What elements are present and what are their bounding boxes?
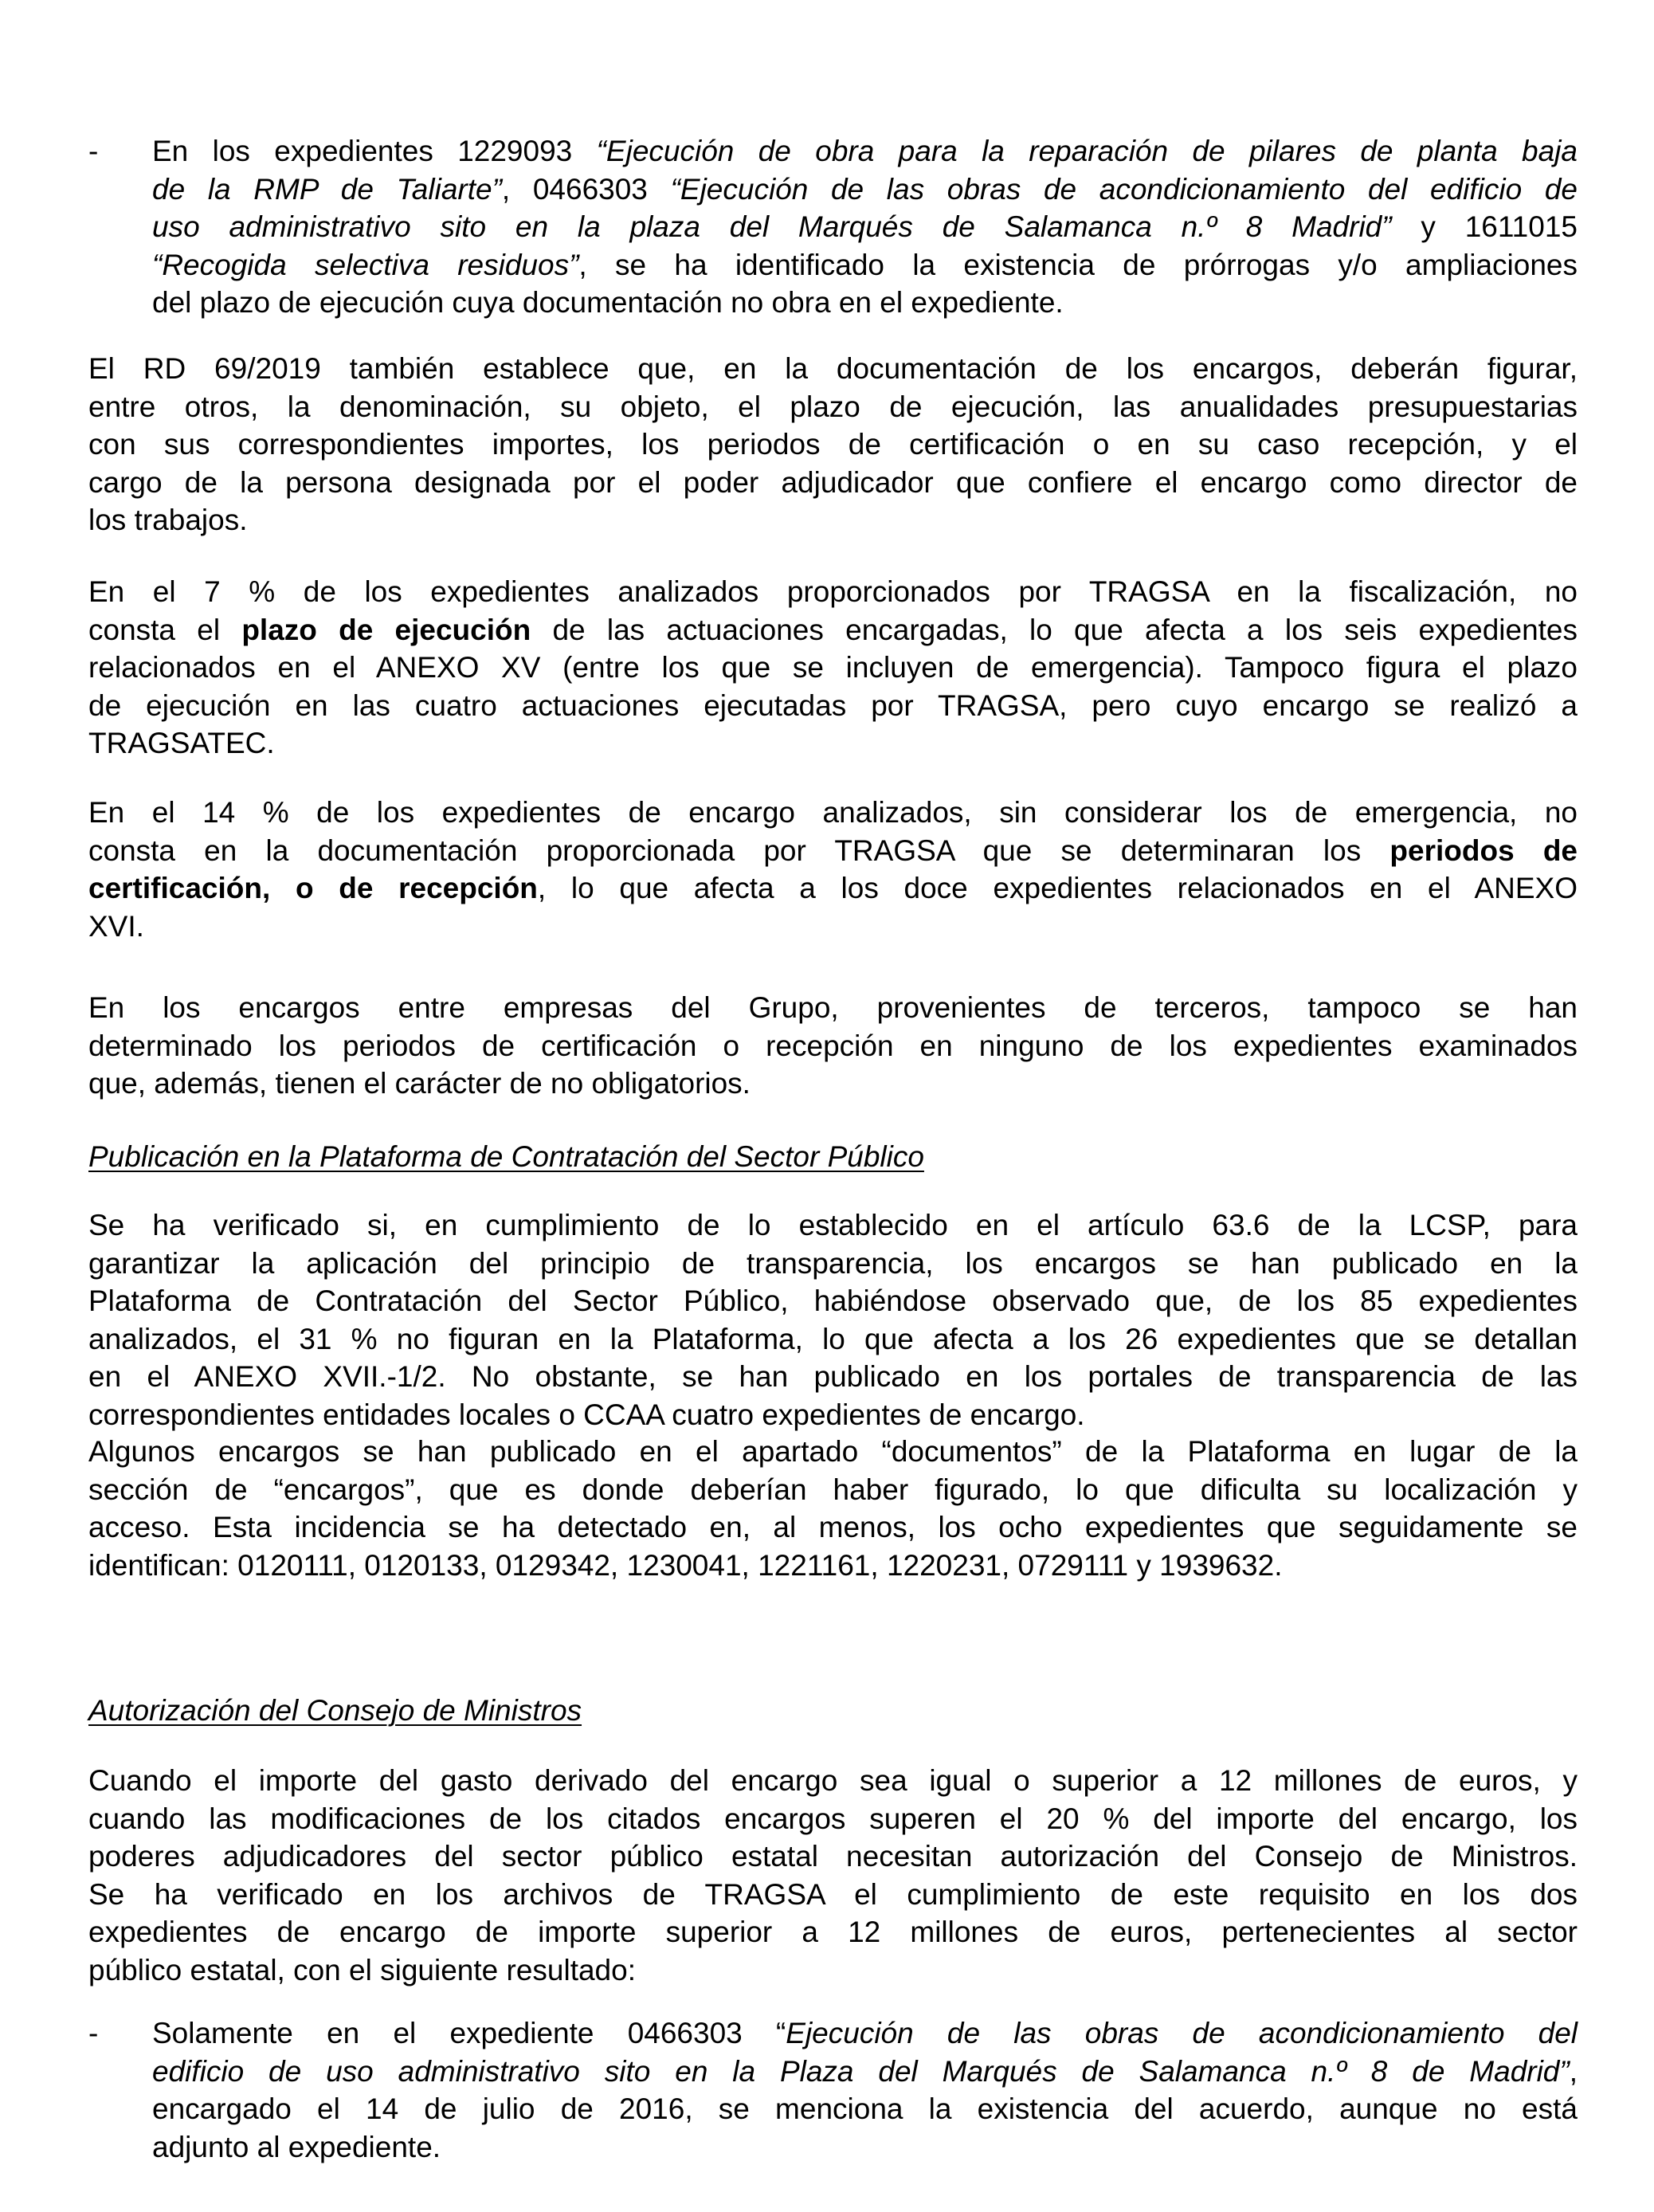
text-line [152,284,1578,322]
text: y 1611015 [1391,210,1578,243]
text: , se ha identificado la existencia de prórrogas y/o ampliaciones [578,248,1578,281]
paragraph [88,573,1578,763]
bold-text: plazo de ejecución [241,613,531,646]
text-line [88,501,1578,539]
text: cuando las modificaciones de los citados encargos superen el 20 % del importe del encargo, los [88,1802,1578,1835]
text-line [88,1396,1578,1434]
text-line [88,649,1578,687]
paragraph [88,1206,1578,1433]
text-line [152,132,1578,171]
text: de las actuaciones encargadas, lo que afecta a los seis expedientes [531,613,1578,646]
text: adjunto al expediente. [152,2130,441,2163]
text-line [88,350,1578,388]
text: Se ha verificado en los archivos de TRAGSA el cumplimiento de este requisito en los dos [88,1877,1578,1911]
text: Algunos encargos se han publicado en el apartado “documentos” de la Plataforma en lugar de la [88,1435,1578,1468]
text: Plataforma de Contratación del Sector Público, habiéndose observado que, de los 85 expedientes [88,1284,1578,1317]
text: , [1569,2054,1578,2088]
paragraph [88,794,1578,945]
text: consta el [88,613,242,646]
text: analizados, el 31 % no figuran en la Plataforma, lo que afecta a los 26 expedientes que se detallan [88,1322,1578,1355]
text-line [88,1508,1578,1547]
text: que, además, tienen el carácter de no obligatorios. [88,1067,751,1100]
text: público estatal, con el siguiente resultado: [88,1953,636,1986]
text: En los encargos entre empresas del Grupo, provenientes de terceros, tampoco se han [88,991,1578,1024]
text-line [88,1913,1578,1951]
text: XVI. [88,909,144,943]
text-line [88,724,1578,763]
text: entre otros, la denominación, su objeto, el plazo de ejecución, las anualidades presupuestarias [88,390,1578,423]
text-line [88,1206,1578,1245]
text: Cuando el importe del gasto derivado del encargo sea igual o superior a 12 millones de euros, y [88,1764,1578,1797]
text-line [152,2053,1578,2091]
text: determinado los periodos de certificación o recepción en ninguno de los expedientes examinados [88,1029,1578,1062]
text: TRAGSATEC. [88,727,275,759]
text: del plazo de ejecución cuya documentación no obra en el expediente. [152,286,1064,319]
paragraph [88,1433,1578,1584]
text-line [88,1138,1578,1176]
text: poderes adjudicadores del sector público estatal necesitan autorización del Consejo de Ministros. [88,1840,1578,1873]
text: garantizar la aplicación del principio de transparencia, los encargos se han publicado en la [88,1246,1578,1280]
section-heading [88,1138,1578,1176]
text-line [88,573,1578,611]
text: Solamente en el expediente 0466303 “ [152,2017,786,2049]
text-line [152,246,1578,284]
text-line [88,1837,1578,1876]
text: Se ha verificado si, en cumplimiento de lo establecido en el artículo 63.6 de la LCSP, para [88,1209,1578,1241]
text-line [152,2090,1578,2128]
text-line [88,1358,1578,1396]
text-line [88,832,1578,870]
text: en el ANEXO XVII.-1/2. No obstante, se han publicado en los portales de transparencia de las [88,1360,1578,1393]
text-line [88,1471,1578,1509]
text-line [88,1800,1578,1838]
text-line [88,464,1578,502]
text-line [88,908,1578,946]
bullet-dash: - [88,2017,99,2049]
text-line [88,1547,1578,1585]
text: , lo que afecta a los doce expedientes relacionados en el ANEXO [537,872,1578,904]
text-line [152,2014,1578,2053]
text: identifican: 0120111, 0120133, 0129342, 1230041, 1221161, 1220231, 0729111 y 1939632. [88,1548,1283,1582]
text: con sus correspondientes importes, los periodos de certificación o en su caso recepción, y el [88,428,1578,461]
text-line [88,869,1578,908]
text: El RD 69/2019 también establece que, en la documentación de los encargos, deberán figurar, [88,352,1578,385]
italic-text: “Ejecución de obra para la reparación de pilares de planta baja [596,135,1578,167]
text-line [88,1951,1578,1990]
text-line [88,388,1578,426]
italic-text: “Ejecución de las obras de acondicionamiento del edificio de [670,172,1578,206]
text-line [152,171,1578,209]
italic-text: Ejecución de las obras de acondicionamiento del [786,2017,1578,2049]
text: relacionados en el ANEXO XV (entre los que se incluyen de emergencia). Tampoco figura el plazo [88,651,1578,684]
bold-text: periodos de [1389,833,1578,867]
italic-text: de la RMP de Taliarte” [152,172,502,206]
italic-text: edificio de uso administrativo sito en la Plaza del Marqués de Salamanca n.º 8 de Madrid” [152,2054,1570,2088]
italic-text: “Recogida selectiva residuos” [152,248,579,281]
text: encargado el 14 de julio de 2016, se menciona la existencia del acuerdo, aunque no está [152,2092,1578,2125]
text-line [88,1027,1578,1065]
text-line [88,989,1578,1027]
text: , 0466303 [501,172,671,206]
text: Autorización del Consejo de Ministros [88,1694,582,1727]
paragraph [88,1762,1578,1989]
text: Publicación en la Plataforma de Contratación del Sector Público [88,1140,924,1173]
bullet-dash: - [88,135,99,167]
text: correspondientes entidades locales o CCAA cuatro expedientes de encargo. [88,1398,1085,1431]
text: consta en la documentación proporcionada por TRAGSA que se determinaran los [88,833,1390,867]
text-line [88,1320,1578,1359]
paragraph [88,350,1578,539]
text-line [88,1065,1578,1103]
text-line [88,1433,1578,1471]
text-line [88,1876,1578,1914]
bold-text: certificación, o de recepción [88,872,538,904]
text-line [152,2128,1578,2167]
text: En los expedientes 1229093 [152,135,597,167]
text: expedientes de encargo de importe superior a 12 millones de euros, pertenecientes al sector [88,1916,1578,1948]
text: de ejecución en las cuatro actuaciones ejecutadas por TRAGSA, pero cuyo encargo se realizó a [88,688,1578,722]
section-heading [88,1692,1578,1730]
text-line [88,1762,1578,1800]
text: sección de “encargos”, que es donde deberían haber figurado, lo que dificulta su localización y [88,1473,1578,1506]
text-line [88,1692,1578,1730]
italic-text: uso administrativo sito en la plaza del Marqués de Salamanca n.º 8 Madrid” [152,210,1392,243]
text-line [88,1282,1578,1320]
text: los trabajos. [88,504,248,536]
text-line [152,208,1578,246]
text: En el 7 % de los expedientes analizados proporcionados por TRAGSA en la fiscalización, no [88,575,1578,608]
text-line [88,1245,1578,1283]
bullet-item [88,2014,1578,2166]
text: cargo de la persona designada por el poder adjudicador que confiere el encargo como director de [88,465,1578,499]
bullet-item [88,132,1578,322]
text-line [88,687,1578,725]
text: En el 14 % de los expedientes de encargo analizados, sin considerar los de emergencia, no [88,796,1578,829]
text-line [88,611,1578,649]
text-line [88,426,1578,464]
text: acceso. Esta incidencia se ha detectado en, al menos, los ocho expedientes que seguidamente se [88,1511,1578,1543]
text-line [88,794,1578,832]
paragraph [88,989,1578,1103]
